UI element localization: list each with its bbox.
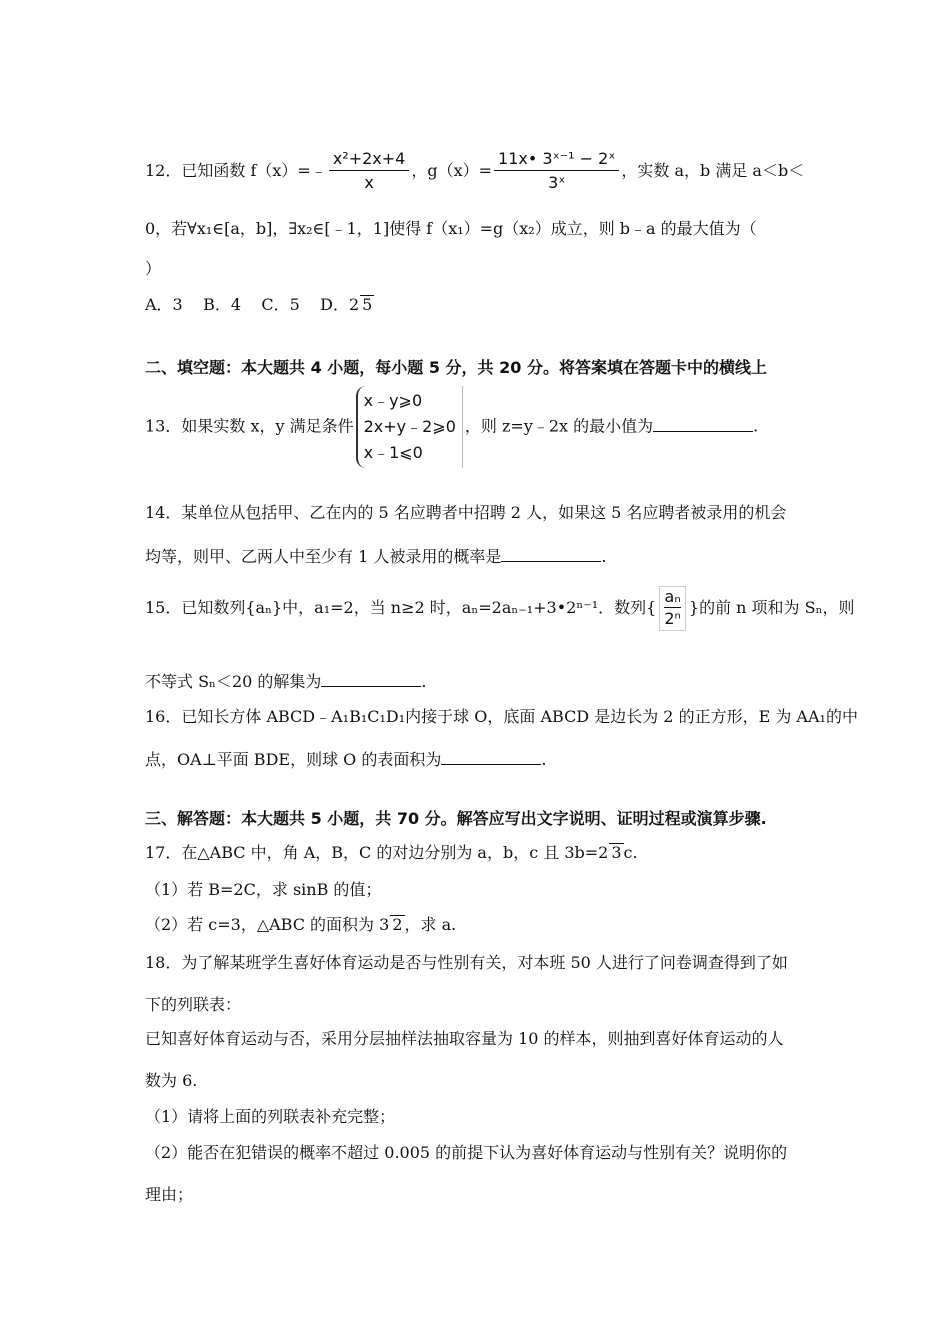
q13-end: . (753, 416, 759, 436)
fx-fraction (329, 148, 410, 195)
answer-blank (441, 748, 541, 765)
q13 (145, 386, 758, 468)
q16-text: 点，OA⊥平面 BDE，则球 O 的表面积为 (145, 750, 442, 769)
answer-blank (321, 670, 421, 687)
q16-line1: 16．已知长方体 ABCD﹣A₁B₁C₁D₁内接于球 O，底面 ABCD 是边长为 2 的正方形，E 为 AA₁的中 (145, 707, 858, 726)
q12-text-a: 12．已知函数 f（x）=﹣ (145, 161, 327, 180)
q17-part1: （1）若 B=2C，求 sinB 的值； (145, 880, 382, 899)
an-over-2n-fraction (659, 586, 686, 631)
q15-line1 (145, 586, 855, 631)
sqrt-2: 2 (392, 915, 403, 934)
q12-line2: 0，若∀x₁∈[a，b]，∃x₂∈[﹣1，1]使得 f（x₁）=g（x₂）成立，则 b﹣a 的最大值为（ (145, 219, 757, 238)
constraint-system (356, 386, 463, 468)
q12-text-b: ，g（x）= (411, 161, 493, 180)
gx-numerator: 11x• 3ˣ⁻¹ − 2ˣ (494, 148, 619, 171)
q17-text-b: c. (623, 843, 638, 862)
section3-heading: 三、解答题：本大题共 5 小题，共 70 分。解答应写出文字说明、证明过程或演算步骤. (145, 809, 767, 828)
q18-line2: 下的列联表： (145, 995, 242, 1014)
q17-part2 (145, 914, 456, 936)
q15-line2 (145, 670, 427, 693)
sqrt-3: 3 (611, 843, 622, 862)
q18-part1: （1）请将上面的列联表补充完整； (145, 1107, 396, 1126)
section2-heading: 二、填空题：本大题共 4 小题，每小题 5 分，共 20 分。将答案填在答题卡中的横线上 (145, 358, 767, 377)
q16-line2 (145, 748, 546, 771)
constraint-1: x﹣y⩾0 (363, 391, 423, 410)
q14-end: . (601, 547, 607, 566)
constraint-2: 2x+y﹣2⩾0 (363, 417, 456, 436)
q18-part3: 理由； (145, 1185, 194, 1204)
2n-denominator: 2ⁿ (664, 609, 681, 628)
q14-line2 (145, 545, 606, 568)
fx-denominator: x (364, 173, 374, 192)
q12-options-text: A．3 B．4 C．5 D．2 (145, 295, 360, 314)
answer-blank (653, 415, 753, 432)
gx-denominator: 3ˣ (548, 173, 566, 192)
sqrt-5: 5 (362, 295, 373, 314)
q15-end: . (421, 672, 427, 691)
q17-part2-text-b: ，求 a. (404, 915, 457, 934)
q18-part2: （2）能否在犯错误的概率不超过 0.005 的前提下认为喜好体育运动与性别有关？说明你的 (145, 1143, 788, 1162)
q12-line3: ） (145, 259, 162, 278)
q18-line4: 数为 6. (145, 1071, 198, 1090)
constraint-3: x﹣1⩽0 (363, 443, 423, 462)
answer-blank (501, 545, 601, 562)
q13-text-a: 13．如果实数 x，y 满足条件 (145, 416, 354, 436)
q12-line1 (145, 148, 804, 195)
q16-end: . (541, 750, 547, 769)
gx-fraction (494, 148, 619, 195)
q12-options (145, 294, 374, 316)
q18-line1: 18．为了解某班学生喜好体育运动是否与性别有关，对本班 50 人进行了问卷调查得到了如 (145, 953, 788, 972)
q18-line3: 已知喜好体育运动与否，采用分层抽样法抽取容量为 10 的样本，则抽到喜好体育运动的人 (145, 1029, 784, 1048)
q17-text-a: 17．在△ABC 中，角 A，B，C 的对边分别为 a，b，c 且 3b=2 (145, 843, 609, 862)
q17-line1 (145, 842, 638, 864)
q15-text-b: }的前 n 项和为 Sₙ，则 (688, 598, 855, 617)
q15-text-2: 不等式 Sₙ＜20 的解集为 (145, 672, 322, 691)
q14-line1: 14．某单位从包括甲、乙在内的 5 名应聘者中招聘 2 人，如果这 5 名应聘者被录用的机会 (145, 503, 787, 522)
fx-numerator: x²+2x+4 (329, 148, 410, 171)
an-numerator: aₙ (664, 587, 681, 606)
q12-text-c: ，实数 a，b 满足 a＜b＜ (621, 161, 805, 180)
q14-text: 均等，则甲、乙两人中至少有 1 人被录用的概率是 (145, 547, 502, 566)
q15-text-a: 15．已知数列{aₙ}中，a₁=2，当 n≥2 时，aₙ=2aₙ₋₁+3•2ⁿ⁻¹．数列{ (145, 598, 657, 617)
q17-part2-text-a: （2）若 c=3，△ABC 的面积为 3 (145, 915, 390, 934)
q13-text-b: ，则 z=y﹣2x 的最小值为 (464, 416, 654, 436)
